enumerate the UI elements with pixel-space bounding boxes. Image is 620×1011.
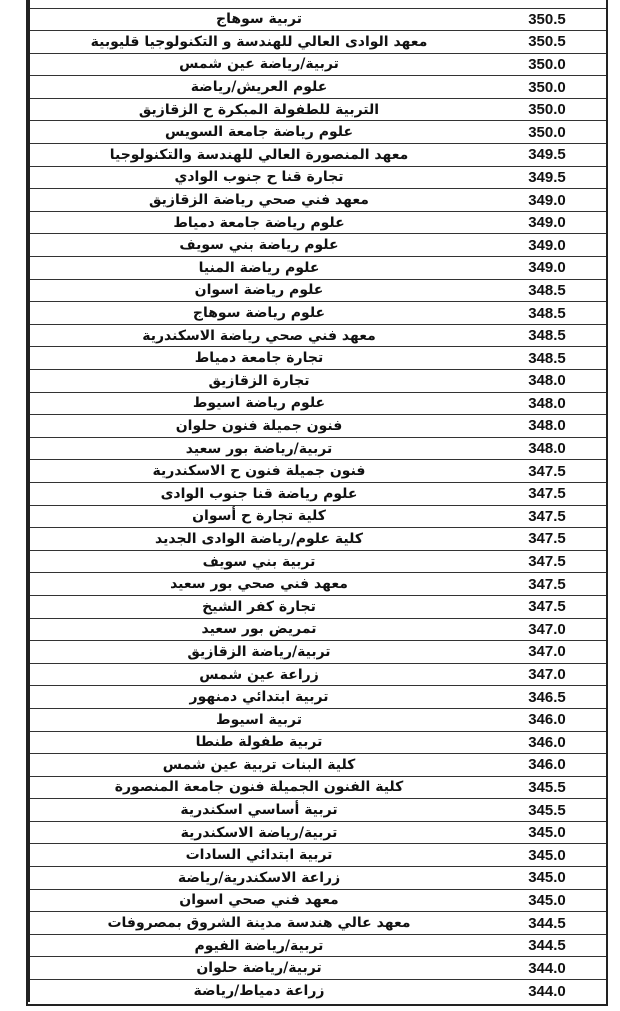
faculty-name-cell: تجارة جامعة دمياط <box>29 347 488 370</box>
table-row <box>29 482 606 505</box>
faculty-name-cell: كلية البنات تربية عين شمس <box>29 754 488 777</box>
faculty-name-cell: علوم رياضة جامعة دمياط <box>29 211 488 234</box>
faculty-name-cell: علوم رياضة سوهاج <box>29 302 488 325</box>
min-score-cell: 350.0 <box>488 53 606 76</box>
faculty-name-cell: علوم رياضة اسيوط <box>29 392 488 415</box>
admission-scores-table <box>26 0 608 1006</box>
table-row <box>29 392 606 415</box>
min-score-cell: 349.5 <box>488 166 606 189</box>
min-score-cell: 344.0 <box>488 980 606 1003</box>
min-score-cell: 347.5 <box>488 528 606 551</box>
faculty-name-cell: معهد المنصورة العالي للهندسة والتكنولوجيا <box>29 144 488 167</box>
min-score-cell: 347.5 <box>488 595 606 618</box>
min-score-cell: 348.5 <box>488 324 606 347</box>
min-score-cell: 350.5 <box>488 8 606 31</box>
faculty-name-cell: معهد فني صحي اسوان <box>29 889 488 912</box>
table-row <box>29 731 606 754</box>
faculty-name-cell: علوم رياضة قنا جنوب الوادى <box>29 482 488 505</box>
table-row <box>29 76 606 99</box>
faculty-name-cell: معهد الوادى العالي للهندسة و التكنولوجيا قليوبية <box>29 31 488 54</box>
table-row <box>29 121 606 144</box>
table-row-partial <box>29 0 606 8</box>
faculty-name-cell: تربية طفولة طنطا <box>29 731 488 754</box>
table-row <box>29 415 606 438</box>
table-row <box>29 211 606 234</box>
faculty-name-cell: تجارة الزقازيق <box>29 370 488 393</box>
faculty-name-cell: معهد عالي هندسة مدينة الشروق بمصروفات <box>29 912 488 935</box>
min-score-cell: 347.5 <box>488 573 606 596</box>
min-score-cell: 348.5 <box>488 347 606 370</box>
faculty-name-cell: تربية بني سويف <box>29 550 488 573</box>
table-row <box>29 144 606 167</box>
table-row <box>29 31 606 54</box>
min-score-cell: 347.0 <box>488 663 606 686</box>
faculty-name-cell <box>29 0 488 8</box>
faculty-name-cell: تربية اسيوط <box>29 708 488 731</box>
faculty-name-cell: تربية/رياضة الزقازيق <box>29 641 488 664</box>
min-score-cell <box>488 0 606 8</box>
scores-grid <box>28 0 606 1002</box>
faculty-name-cell: زراعة عين شمس <box>29 663 488 686</box>
table-row <box>29 980 606 1003</box>
min-score-cell: 346.0 <box>488 731 606 754</box>
min-score-cell: 348.0 <box>488 392 606 415</box>
faculty-name-cell: تربية/رياضة عين شمس <box>29 53 488 76</box>
faculty-name-cell: علوم رياضة اسوان <box>29 279 488 302</box>
table-row <box>29 708 606 731</box>
faculty-name-cell: تربية ابتدائي السادات <box>29 844 488 867</box>
min-score-cell: 350.0 <box>488 76 606 99</box>
table-row <box>29 754 606 777</box>
table-row <box>29 234 606 257</box>
faculty-name-cell: تربية/رياضة بور سعيد <box>29 437 488 460</box>
faculty-name-cell: تجارة قنا ح جنوب الوادي <box>29 166 488 189</box>
faculty-name-cell: زراعة الاسكندرية/رياضة <box>29 867 488 890</box>
table-row <box>29 257 606 280</box>
table-row <box>29 867 606 890</box>
min-score-cell: 345.0 <box>488 844 606 867</box>
min-score-cell: 348.0 <box>488 437 606 460</box>
min-score-cell: 349.0 <box>488 234 606 257</box>
min-score-cell: 350.0 <box>488 121 606 144</box>
table-row <box>29 595 606 618</box>
min-score-cell: 349.0 <box>488 211 606 234</box>
table-row <box>29 189 606 212</box>
table-row <box>29 370 606 393</box>
faculty-name-cell: تربية/رياضة حلوان <box>29 957 488 980</box>
table-row <box>29 799 606 822</box>
faculty-name-cell: تمريض بور سعيد <box>29 618 488 641</box>
min-score-cell: 345.5 <box>488 799 606 822</box>
faculty-name-cell: فنون جميلة فنون ح الاسكندرية <box>29 460 488 483</box>
min-score-cell: 350.0 <box>488 98 606 121</box>
table-row <box>29 302 606 325</box>
table-row <box>29 573 606 596</box>
min-score-cell: 347.0 <box>488 641 606 664</box>
faculty-name-cell: فنون جميلة فنون حلوان <box>29 415 488 438</box>
faculty-name-cell: زراعة دمياط/رياضة <box>29 980 488 1003</box>
table-row <box>29 53 606 76</box>
table-row <box>29 844 606 867</box>
table-row <box>29 663 606 686</box>
min-score-cell: 345.5 <box>488 776 606 799</box>
min-score-cell: 347.5 <box>488 482 606 505</box>
min-score-cell: 345.0 <box>488 889 606 912</box>
faculty-name-cell: علوم العريش/رياضة <box>29 76 488 99</box>
min-score-cell: 349.0 <box>488 257 606 280</box>
table-row <box>29 166 606 189</box>
min-score-cell: 348.5 <box>488 279 606 302</box>
min-score-cell: 348.5 <box>488 302 606 325</box>
min-score-cell: 344.5 <box>488 912 606 935</box>
table-row <box>29 934 606 957</box>
table-row <box>29 889 606 912</box>
min-score-cell: 346.0 <box>488 708 606 731</box>
faculty-name-cell: معهد فني صحي بور سعيد <box>29 573 488 596</box>
min-score-cell: 348.0 <box>488 370 606 393</box>
table-row <box>29 550 606 573</box>
min-score-cell: 344.0 <box>488 957 606 980</box>
min-score-cell: 345.0 <box>488 867 606 890</box>
min-score-cell: 349.0 <box>488 189 606 212</box>
min-score-cell: 344.5 <box>488 934 606 957</box>
min-score-cell: 348.0 <box>488 415 606 438</box>
faculty-name-cell: تربية ابتدائي دمنهور <box>29 686 488 709</box>
min-score-cell: 347.5 <box>488 550 606 573</box>
faculty-name-cell: علوم رياضة جامعة السويس <box>29 121 488 144</box>
table-row <box>29 324 606 347</box>
table-body <box>29 0 606 1002</box>
faculty-name-cell: كلية علوم/رياضة الوادى الجديد <box>29 528 488 551</box>
faculty-name-cell: علوم رياضة بني سويف <box>29 234 488 257</box>
table-row <box>29 821 606 844</box>
table-row <box>29 686 606 709</box>
table-row <box>29 8 606 31</box>
faculty-name-cell: تربية/رياضة الفيوم <box>29 934 488 957</box>
table-row <box>29 776 606 799</box>
faculty-name-cell: تربية سوهاج <box>29 8 488 31</box>
table-row <box>29 460 606 483</box>
table-row <box>29 957 606 980</box>
faculty-name-cell: معهد فني صحي رياضة الزقازيق <box>29 189 488 212</box>
min-score-cell: 349.5 <box>488 144 606 167</box>
faculty-name-cell: تجارة كفر الشيخ <box>29 595 488 618</box>
faculty-name-cell: التربية للطفولة المبكرة ح الزقازيق <box>29 98 488 121</box>
min-score-cell: 347.5 <box>488 505 606 528</box>
min-score-cell: 345.0 <box>488 821 606 844</box>
table-row <box>29 912 606 935</box>
min-score-cell: 346.0 <box>488 754 606 777</box>
table-row <box>29 279 606 302</box>
faculty-name-cell: معهد فني صحي رياضة الاسكندرية <box>29 324 488 347</box>
min-score-cell: 347.5 <box>488 460 606 483</box>
table-row <box>29 347 606 370</box>
min-score-cell: 346.5 <box>488 686 606 709</box>
table-row <box>29 98 606 121</box>
table-row <box>29 505 606 528</box>
min-score-cell: 350.5 <box>488 31 606 54</box>
faculty-name-cell: كلية الفنون الجميلة فنون جامعة المنصورة <box>29 776 488 799</box>
faculty-name-cell: تربية/رياضة الاسكندرية <box>29 821 488 844</box>
faculty-name-cell: علوم رياضة المنيا <box>29 257 488 280</box>
table-row <box>29 437 606 460</box>
faculty-name-cell: كلية تجارة ح أسوان <box>29 505 488 528</box>
table-row <box>29 618 606 641</box>
table-row <box>29 641 606 664</box>
faculty-name-cell: تربية أساسي اسكندرية <box>29 799 488 822</box>
table-row <box>29 528 606 551</box>
min-score-cell: 347.0 <box>488 618 606 641</box>
